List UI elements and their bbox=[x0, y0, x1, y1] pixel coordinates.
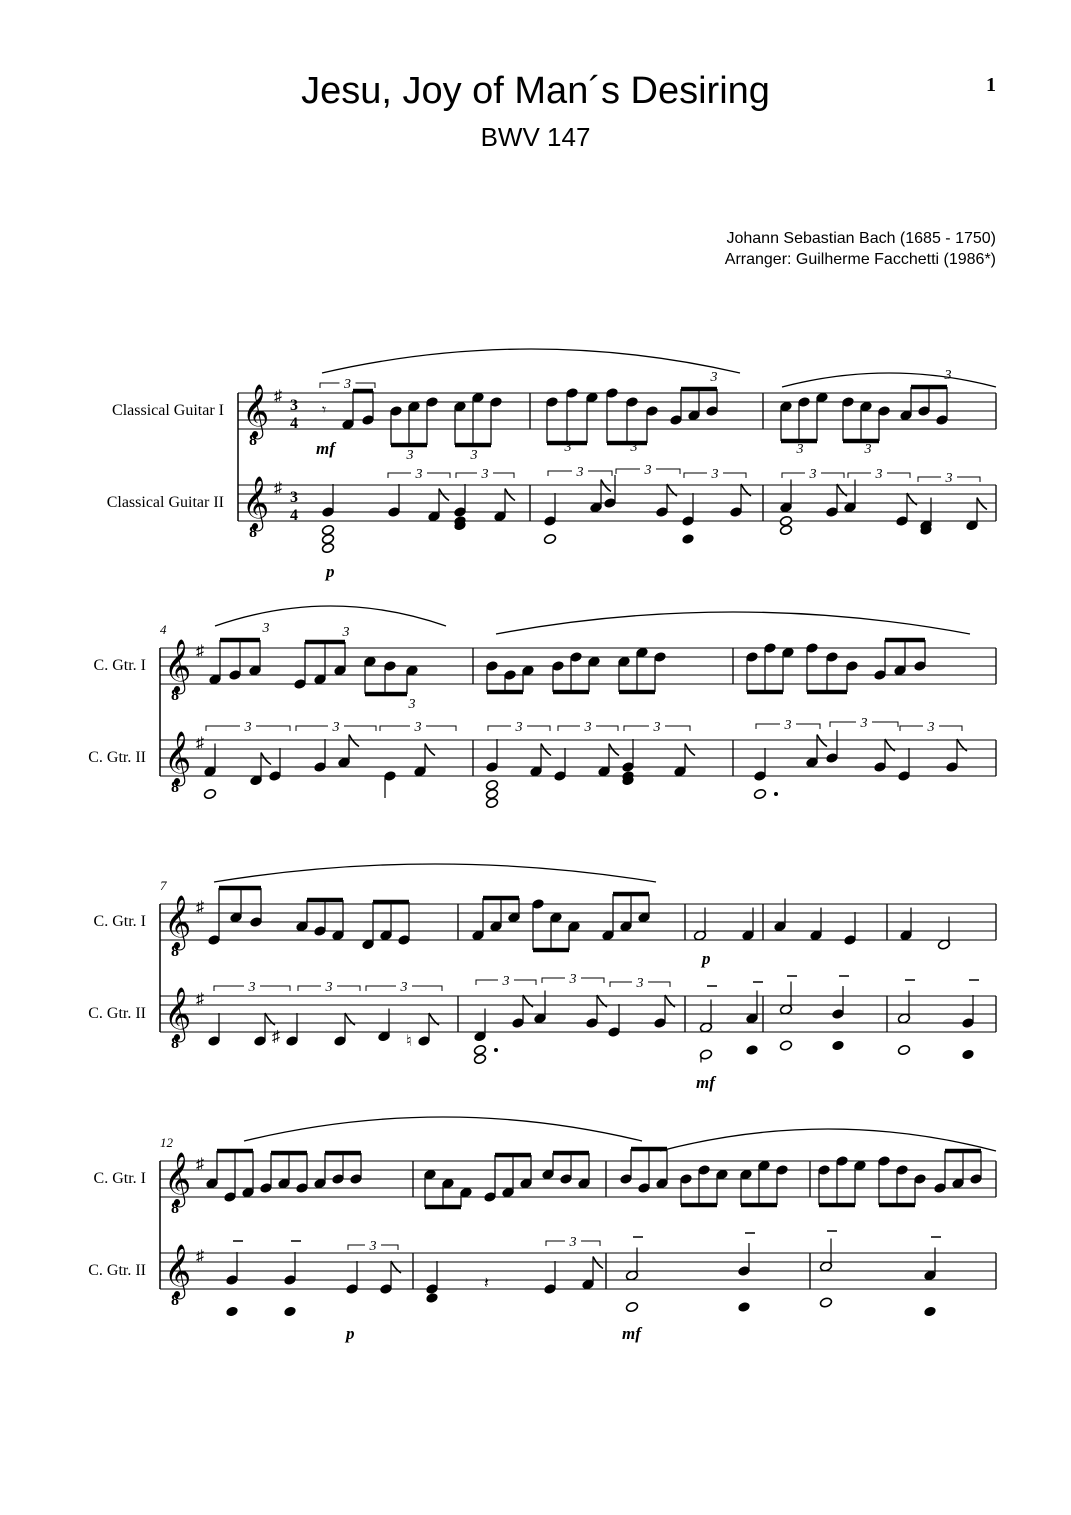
sharp-icon: ♯ bbox=[196, 991, 204, 1008]
dynamic-p: p bbox=[346, 1324, 355, 1343]
slur bbox=[660, 1129, 996, 1151]
note-head bbox=[321, 524, 334, 535]
composer-credit: Johann Sebastian Bach (1685 - 1750) bbox=[726, 230, 996, 247]
tuplet-number: 3 bbox=[630, 440, 638, 455]
note-head bbox=[779, 515, 792, 526]
time-signature-top: 3 bbox=[290, 489, 298, 506]
note-head bbox=[321, 533, 334, 544]
octave-8-label: 8 bbox=[171, 943, 179, 960]
sharp-icon: ♯ bbox=[196, 899, 204, 916]
note-head bbox=[819, 1297, 832, 1308]
tuplet-number: 3 bbox=[809, 467, 817, 482]
treble-clef-icon: 𝄞 bbox=[242, 475, 270, 529]
note-head bbox=[203, 788, 216, 799]
sharp-icon: ♯ bbox=[196, 735, 204, 752]
quarter-rest-icon: 𝄽 bbox=[484, 1275, 489, 1292]
note-head bbox=[681, 533, 694, 544]
instrument-label-guitar-2: Classical Guitar II bbox=[106, 494, 224, 511]
tuplet-number: 3 bbox=[415, 467, 423, 482]
instrument-label-guitar-1: C. Gtr. I bbox=[93, 913, 146, 930]
note-head bbox=[485, 797, 498, 808]
tuplet-number: 3 bbox=[636, 976, 644, 991]
sharp-icon: ♯ bbox=[274, 480, 282, 497]
dynamic-p: p bbox=[326, 562, 335, 581]
tuplet-number: 3 bbox=[944, 368, 952, 383]
tuplet-number: 3 bbox=[945, 471, 953, 486]
treble-clef-icon: 𝄞 bbox=[164, 638, 192, 692]
treble-clef-icon: 𝄞 bbox=[242, 383, 270, 437]
note-head bbox=[485, 779, 498, 790]
dynamic-mf: mf bbox=[622, 1324, 641, 1343]
note-head bbox=[225, 1306, 238, 1317]
tuplet-number: 3 bbox=[875, 467, 883, 482]
slur bbox=[782, 373, 996, 387]
tuplet-number: 3 bbox=[569, 972, 577, 987]
note-head bbox=[737, 1301, 750, 1312]
note-head bbox=[831, 1040, 844, 1051]
tuplet-number: 3 bbox=[515, 720, 523, 735]
sharp-icon: ♯ bbox=[196, 643, 204, 660]
tuplet-number: 3 bbox=[248, 980, 256, 995]
octave-8-label: 8 bbox=[171, 1200, 179, 1217]
note-head bbox=[745, 1044, 758, 1055]
tuplet-number: 3 bbox=[927, 720, 935, 735]
treble-clef-icon: 𝄞 bbox=[164, 986, 192, 1040]
instrument-label-guitar-1: C. Gtr. I bbox=[93, 1170, 146, 1187]
sharp-icon: ♯ bbox=[196, 1156, 204, 1173]
measure-number: 7 bbox=[160, 878, 167, 893]
note-head bbox=[425, 1292, 438, 1303]
dynamic-p: p bbox=[702, 949, 711, 968]
tuplet-number: 3 bbox=[262, 621, 270, 636]
tuplet-number: 3 bbox=[342, 625, 350, 640]
tuplet-number: 3 bbox=[344, 377, 351, 392]
tuplet-number: 3 bbox=[400, 980, 408, 995]
slur bbox=[244, 1117, 642, 1141]
slur bbox=[214, 864, 656, 882]
octave-8-label: 8 bbox=[249, 432, 257, 449]
dot bbox=[774, 792, 778, 796]
note-head bbox=[473, 1044, 486, 1055]
note-head bbox=[779, 1040, 792, 1051]
piece-subtitle: BWV 147 bbox=[480, 122, 591, 152]
sharp-icon: ♯ bbox=[272, 1028, 280, 1046]
tuplet-number: 3 bbox=[406, 448, 414, 463]
tuplet-number: 3 bbox=[564, 440, 572, 455]
tuplet-number: 3 bbox=[408, 697, 416, 712]
octave-8-label: 8 bbox=[249, 524, 257, 541]
tuplet-number: 3 bbox=[864, 442, 872, 457]
slur bbox=[496, 612, 970, 634]
note-head bbox=[321, 542, 334, 553]
treble-clef-icon: 𝄞 bbox=[164, 1243, 192, 1297]
note-head bbox=[961, 1049, 974, 1060]
treble-clef-icon: 𝄞 bbox=[164, 894, 192, 948]
note-head bbox=[753, 788, 766, 799]
time-signature-bottom: 4 bbox=[290, 415, 298, 432]
tuplet-number: 3 bbox=[369, 1239, 377, 1254]
tuplet-number: 3 bbox=[481, 467, 489, 482]
measure-number: 12 bbox=[160, 1135, 173, 1150]
note-head bbox=[897, 1044, 910, 1055]
tuplet-number: 3 bbox=[569, 1235, 577, 1250]
octave-8-label: 8 bbox=[171, 779, 179, 796]
note-head bbox=[923, 1306, 936, 1317]
note-head bbox=[779, 524, 792, 535]
dot bbox=[494, 1048, 498, 1052]
tuplet-number: 3 bbox=[502, 974, 510, 989]
octave-8-label: 8 bbox=[171, 1292, 179, 1309]
octave-8-label: 8 bbox=[171, 1035, 179, 1052]
tuplet-number: 3 bbox=[796, 442, 804, 457]
tuplet-number: 3 bbox=[711, 467, 719, 482]
tuplet-number: 3 bbox=[653, 720, 661, 735]
time-signature-top: 3 bbox=[290, 397, 298, 414]
note-head bbox=[485, 788, 498, 799]
tuplet-number: 3 bbox=[784, 718, 792, 733]
treble-clef-icon: 𝄞 bbox=[164, 730, 192, 784]
eighth-rest-icon: 𝄾 bbox=[322, 402, 327, 419]
natural-icon: ♮ bbox=[406, 1033, 412, 1050]
dynamic-mf: mf bbox=[316, 439, 335, 458]
measure-number: 4 bbox=[160, 622, 167, 637]
slur bbox=[322, 349, 740, 373]
sharp-icon: ♯ bbox=[274, 388, 282, 405]
octave-8-label: 8 bbox=[171, 687, 179, 704]
tuplet-number: 3 bbox=[644, 463, 652, 478]
arranger-credit: Arranger: Guilherme Facchetti (1986*) bbox=[724, 251, 996, 268]
instrument-label-guitar-2: C. Gtr. II bbox=[88, 749, 146, 766]
tuplet-number: 3 bbox=[325, 980, 333, 995]
tuplet-number: 3 bbox=[470, 448, 478, 463]
treble-clef-icon: 𝄞 bbox=[164, 1151, 192, 1205]
note-head bbox=[625, 1301, 638, 1312]
tuplet-number: 3 bbox=[576, 465, 584, 480]
instrument-label-guitar-1: C. Gtr. I bbox=[93, 657, 146, 674]
page-number: 1 bbox=[986, 74, 996, 96]
instrument-label-guitar-2: C. Gtr. II bbox=[88, 1262, 146, 1279]
tuplet-number: 3 bbox=[584, 720, 592, 735]
tuplet-number: 3 bbox=[332, 720, 340, 735]
tuplet-number: 3 bbox=[860, 716, 868, 731]
sharp-icon: ♯ bbox=[196, 1248, 204, 1265]
note-head bbox=[283, 1306, 296, 1317]
note-head bbox=[473, 1053, 486, 1064]
note-head bbox=[543, 533, 556, 544]
piece-title: Jesu, Joy of Man´s Desiring bbox=[301, 70, 770, 112]
instrument-label-guitar-2: C. Gtr. II bbox=[88, 1005, 146, 1022]
slur bbox=[215, 606, 446, 626]
dynamic-mf: mf bbox=[696, 1073, 715, 1092]
tuplet-number: 3 bbox=[710, 370, 718, 385]
tuplet-number: 3 bbox=[414, 720, 422, 735]
time-signature-bottom: 4 bbox=[290, 507, 298, 524]
instrument-label-guitar-1: Classical Guitar I bbox=[112, 402, 224, 419]
tuplet-number: 3 bbox=[244, 720, 252, 735]
